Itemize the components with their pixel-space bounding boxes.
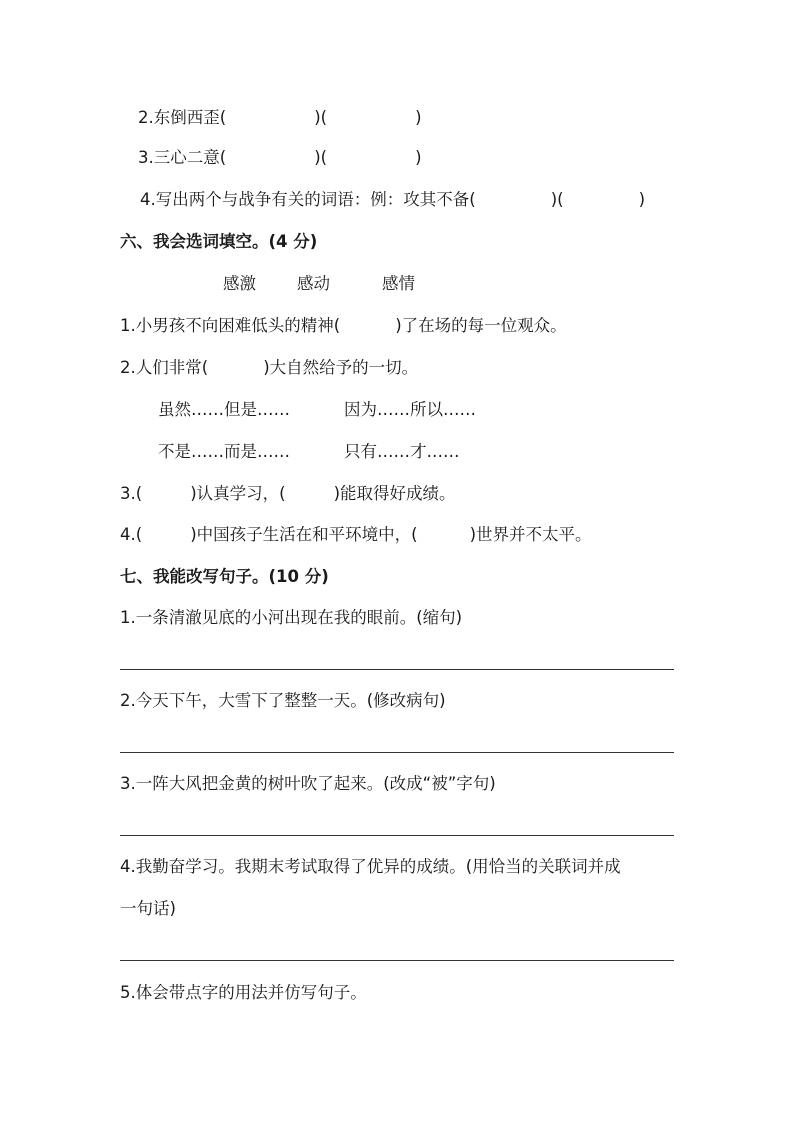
war-words-item-4: 4.写出两个与战争有关的词语：例：攻其不备( )( ) [140,190,645,209]
connector-4: 只有……才…… [344,442,460,461]
answer-line[interactable] [120,752,674,753]
answer-line[interactable] [120,960,674,961]
rewrite-question-1: 1.一条清澈见底的小河出现在我的眼前。(缩句) [120,608,463,627]
idiom-item-2-label: 2.东倒西歪( [138,108,227,127]
rewrite-question-3: 3.一阵大风把金黄的树叶吹了起来。(改成“被”字句) [120,774,496,793]
word-bank-1: 感激 [223,274,256,293]
war-words-label: 4.写出两个与战争有关的词语：例：攻其不备( [140,190,476,209]
rewrite-question-2: 2.今天下午，大雪下了整整一天。(修改病句) [120,691,446,710]
word-bank-2: 感动 [297,274,330,293]
connector-3: 不是……而是…… [158,442,290,461]
idiom-item-2: 2.东倒西歪( )( ) [138,108,422,127]
fill-question-4: 4.( )中国孩子生活在和平环境中，( )世界并不太平。 [120,525,592,544]
rewrite-question-4: 4.我勤奋学习。我期末考试取得了优异的成绩。(用恰当的关联词并成 [120,857,621,876]
connector-1: 虽然……但是…… [158,400,290,419]
section-7-heading: 七、我能改写句子。(10 分) [120,567,329,586]
section-6-heading: 六、我会选词填空。(4 分) [120,232,318,251]
answer-line[interactable] [120,835,674,836]
fill-question-2: 2.人们非常( )大自然给予的一切。 [120,358,419,377]
answer-line[interactable] [120,669,674,670]
connector-2: 因为……所以…… [344,400,476,419]
fill-question-3: 3.( )认真学习，( )能取得好成绩。 [120,484,456,503]
idiom-item-3-label: 3.三心二意( [138,148,227,167]
rewrite-question-4-cont: 一句话) [120,899,176,918]
idiom-item-3: 3.三心二意( )( ) [138,148,422,167]
word-bank-3: 感情 [382,274,415,293]
rewrite-question-5: 5.体会带点字的用法并仿写句子。 [120,983,367,1002]
fill-question-1: 1.小男孩不向困难低头的精神( )了在场的每一位观众。 [120,316,567,335]
